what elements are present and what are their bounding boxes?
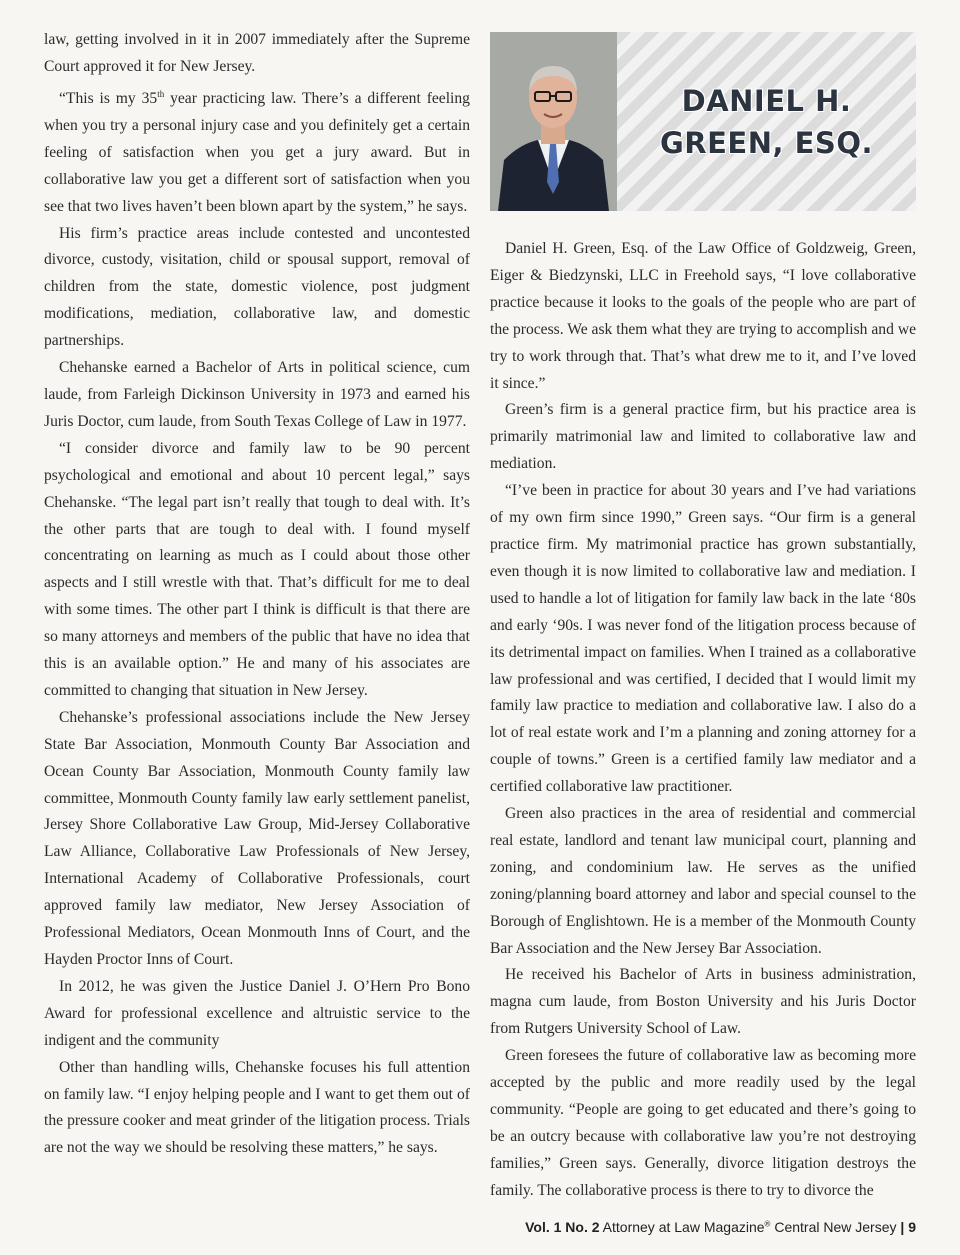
page-number: 9 — [908, 1219, 916, 1235]
magazine-name: Attorney at Law Magazine — [602, 1219, 765, 1235]
portrait-illustration — [490, 32, 617, 211]
paragraph: Daniel H. Green, Esq. of the Law Office of Goldzweig, Green, Eiger & Biedzynski, LLC in Freehold says, “I love collaborative practice because it looks to the goals of the people who are part of the process. We ask them what they are trying to accomplish and we try to work through that. That’s what drew me to it, and I’ve loved it since.” — [490, 240, 916, 392]
right-column — [490, 236, 916, 1205]
left-column — [44, 27, 470, 1162]
paragraph: “I’ve been in practice for about 30 years and I’ve had variations of my own firm since 1990,” Green says. “Our firm is a general practice firm. My matrimonial practice has grown substantially, even though it is now limited to collaborative law and mediation. I used to handle a lot of litigation for family law back in the late ‘80s and early ‘90s. I was never fond of the litigation process because of its detrimental impact on families. When I trained as a collaborative law professional and was certified, I decided that I would limit my family law practice to mediation and collaborative law. I also do a lot of real estate work and I’m a planning and zoning attorney for a couple of towns.” Green is a certified family law mediator and a certified collaborative law practitioner. — [490, 482, 916, 796]
text-span: year practicing law. There’s a different feeling when you try a personal injury case and you definitely get a certain feeling of satisfaction when you get a jury award. But in collaborative law you get a different sort of satisfaction when you see that two lives haven’t been blown apart by the system,” he says. — [44, 90, 470, 215]
paragraph: He received his Bachelor of Arts in business administration, magna cum laude, from Boston University and his Juris Doctor from Rutgers University School of Law. — [490, 966, 916, 1038]
name-heading-line1: DANIEL H. — [681, 83, 852, 118]
paragraph: His firm’s practice areas include contested and uncontested divorce, custody, visitation, child or spousal support, removal of children from the state, domestic violence, post judgment modifications, mediation, collaborative law, and domestic partnerships. — [44, 224, 470, 350]
page-footer — [525, 1219, 916, 1235]
paragraph — [44, 81, 470, 221]
paragraph: Chehanske’s professional associations include the New Jersey State Bar Association, Monmouth County Bar Association and Ocean County Bar Association, Monmouth County family law committee, Monmouth County family law early settlement panelist, Jersey Shore Collaborative Law Group, Mid-Jersey Collaborative Law Alliance, Collaborative Law Professionals of New Jersey, International Academy of Collaborative Professionals, court approved family law mediator, New Jersey Association of Professional Mediators, Ocean Monmouth Inns of Court, and the Hayden Proctor Inns of Court. — [44, 708, 470, 968]
paragraph: Green also practices in the area of residential and commercial real estate, landlord and tenant law municipal court, planning and zoning, and condominium law. He serves as the unified zoning/planning board attorney and labor and special counsel to the Borough of Englishtown. He is a member of the Monmouth County Bar Association and the New Jersey Bar Association. — [490, 805, 916, 957]
issue-label: Vol. 1 No. 2 — [525, 1219, 600, 1235]
superscript: th — [157, 88, 165, 99]
region-label: Central New Jersey — [774, 1219, 897, 1235]
paragraph: “I consider divorce and family law to be 90 percent psychological and emotional and about 10 percent legal,” says Chehanske. “The legal part isn’t really that tough to deal with. It’s the other parts that are tough to deal with. I found myself concentrating on learning as much as I could about those other aspects and I still wrestle with that. That’s difficult for me to deal with some times. The other part I think is difficult is that there are so many attorneys and members of the public that have no idea that this is an available option.” He and many of his associates are committed to changing that situation in New Jersey. — [44, 439, 470, 699]
footer-separator: | — [900, 1219, 905, 1235]
paragraph: Green foresees the future of collaborative law as becoming more accepted by the public and more readily used by the legal community. “People are going to get educated and there’s going to be an outcry because with collaborative law you’re not destroying families,” Green says. Generally, divorce litigation destroys the family. The collaborative process is there to try to divorce the — [490, 1047, 916, 1199]
registered-mark: ® — [764, 1219, 771, 1229]
paragraph: Green’s firm is a general practice firm, but his practice area is primarily matrimonial law and limited to collaborative law and mediation. — [490, 401, 916, 473]
paragraph: law, getting involved in it in 2007 immediately after the Supreme Court approved it for New Jersey. — [44, 31, 470, 75]
paragraph: Chehanske earned a Bachelor of Arts in political science, cum laude, from Farleigh Dickinson University in 1973 and earned his Juris Doctor, cum laude, from South Texas College of Law in 1977. — [44, 359, 470, 430]
text-span: “This is my 35 — [59, 90, 158, 107]
name-heading-line2: GREEN, ESQ. — [659, 125, 873, 160]
paragraph: In 2012, he was given the Justice Daniel J. O’Hern Pro Bono Award for professional excellence and altruistic service to the indigent and the community — [44, 977, 470, 1049]
portrait-photo — [490, 32, 617, 211]
name-panel — [617, 32, 916, 211]
paragraph: Other than handling wills, Chehanske focuses his full attention on family law. “I enjoy helping people and I want to get them out of the pressure cooker and meat grinder of the litigation process. Trials are not the way we should be resolving these matters,” he says. — [44, 1058, 470, 1157]
